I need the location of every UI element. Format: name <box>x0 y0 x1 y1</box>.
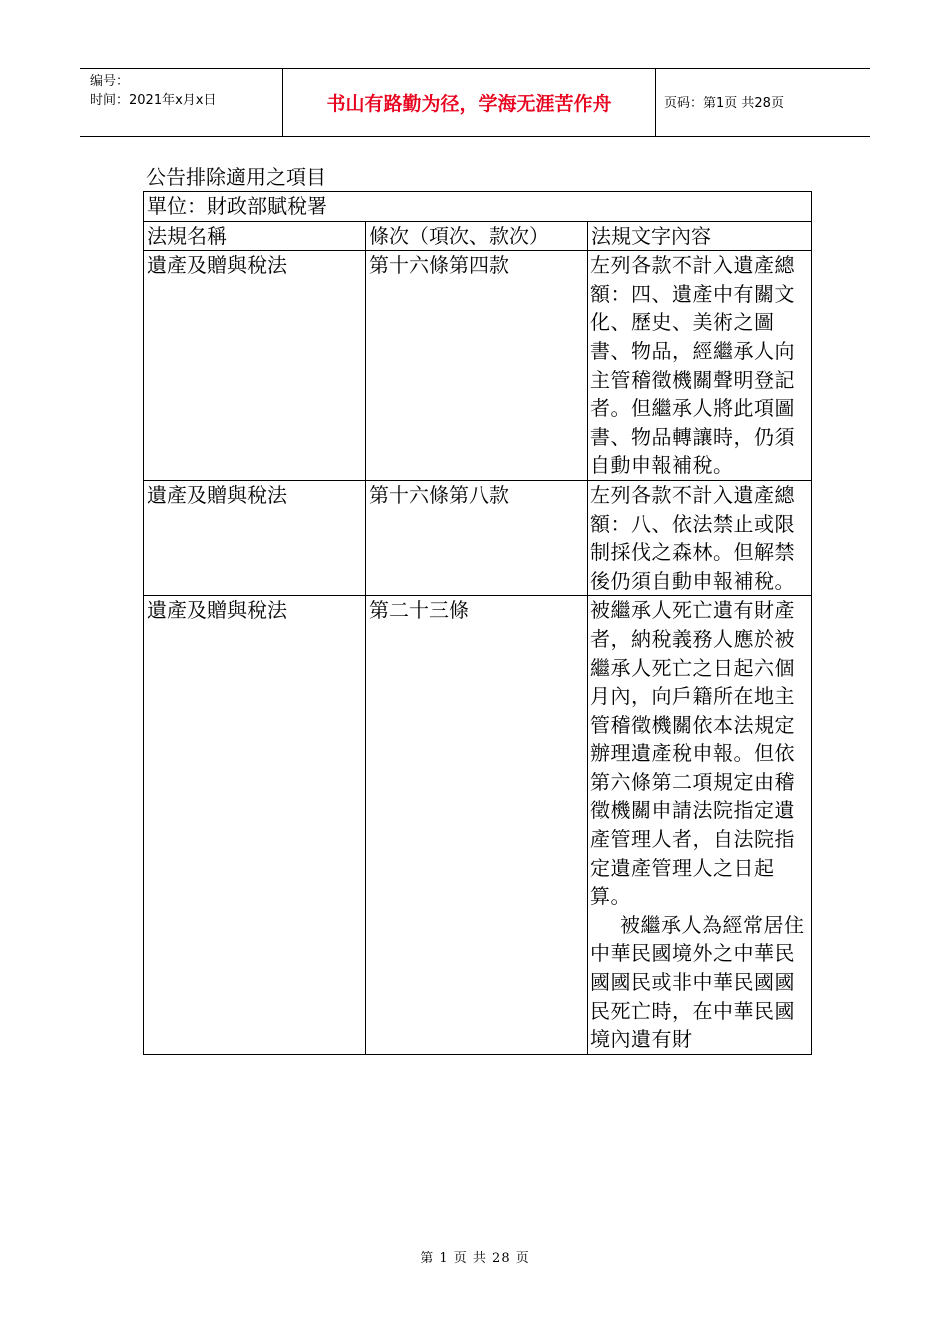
table-unit-row <box>144 192 812 222</box>
section-title: 公告排除適用之項目 <box>146 165 326 189</box>
header-content: 法規文字內容 <box>588 221 812 251</box>
law-name-cell: 遺產及贈與稅法 <box>144 596 366 1055</box>
table-row <box>144 480 812 595</box>
article-cell: 第二十三條 <box>366 596 588 1055</box>
unit-cell: 單位：財政部賦稅署 <box>144 192 812 222</box>
law-table <box>143 191 812 1055</box>
content-cell <box>588 596 812 1055</box>
content-paragraph-text: 被繼承人為經常居住中華民國境外之中華民國國民或非中華民國國民死亡時，在中華民國境內遺有財 <box>590 912 805 1052</box>
header-page-info: 页码：第1页 共28页 <box>664 96 784 111</box>
header-rule-bottom <box>80 136 870 137</box>
article-cell: 第十六條第四款 <box>366 251 588 481</box>
header-divider <box>655 68 656 136</box>
content-cell: 左列各款不計入遺產總額：四、遺產中有關文化、歷史、美術之圖書、物品，經繼承人向主管稽徵機關聲明登記者。但繼承人將此項圖書、物品轉讓時，仍須自動申報補稅。 <box>588 251 812 481</box>
table-header-row <box>144 221 812 251</box>
content-cell: 左列各款不計入遺產總額：八、依法禁止或限制採伐之森林。但解禁後仍須自動申報補稅。 <box>588 480 812 595</box>
law-name-cell: 遺產及贈與稅法 <box>144 480 366 595</box>
time-label: 时间：2021年x月x日 <box>90 93 217 108</box>
header-meta <box>90 72 216 110</box>
law-name-cell: 遺產及贈與稅法 <box>144 251 366 481</box>
number-label: 编号： <box>90 74 130 89</box>
article-cell: 第十六條第八款 <box>366 480 588 595</box>
header-motto: 书山有路勤为径，学海无涯苦作舟 <box>326 92 612 115</box>
page-footer: 第 1 页 共 28 页 <box>420 1251 530 1266</box>
header-law-name: 法規名稱 <box>144 221 366 251</box>
content-paragraph: 被繼承人死亡遺有財產者，納稅義務人應於被繼承人死亡之日起六個月內，向戶籍所在地主管稽徵機關依本法規定辦理遺產稅申報。但依第六條第二項規定由稽徵機關申請法院指定遺產管理人者，自法院指定遺產管理人之日起算。 <box>590 598 795 909</box>
table-row <box>144 596 812 1055</box>
header-article: 條次（項次、款次） <box>366 221 588 251</box>
header-divider <box>282 68 283 136</box>
content-paragraph <box>590 911 810 1054</box>
table-row <box>144 251 812 481</box>
